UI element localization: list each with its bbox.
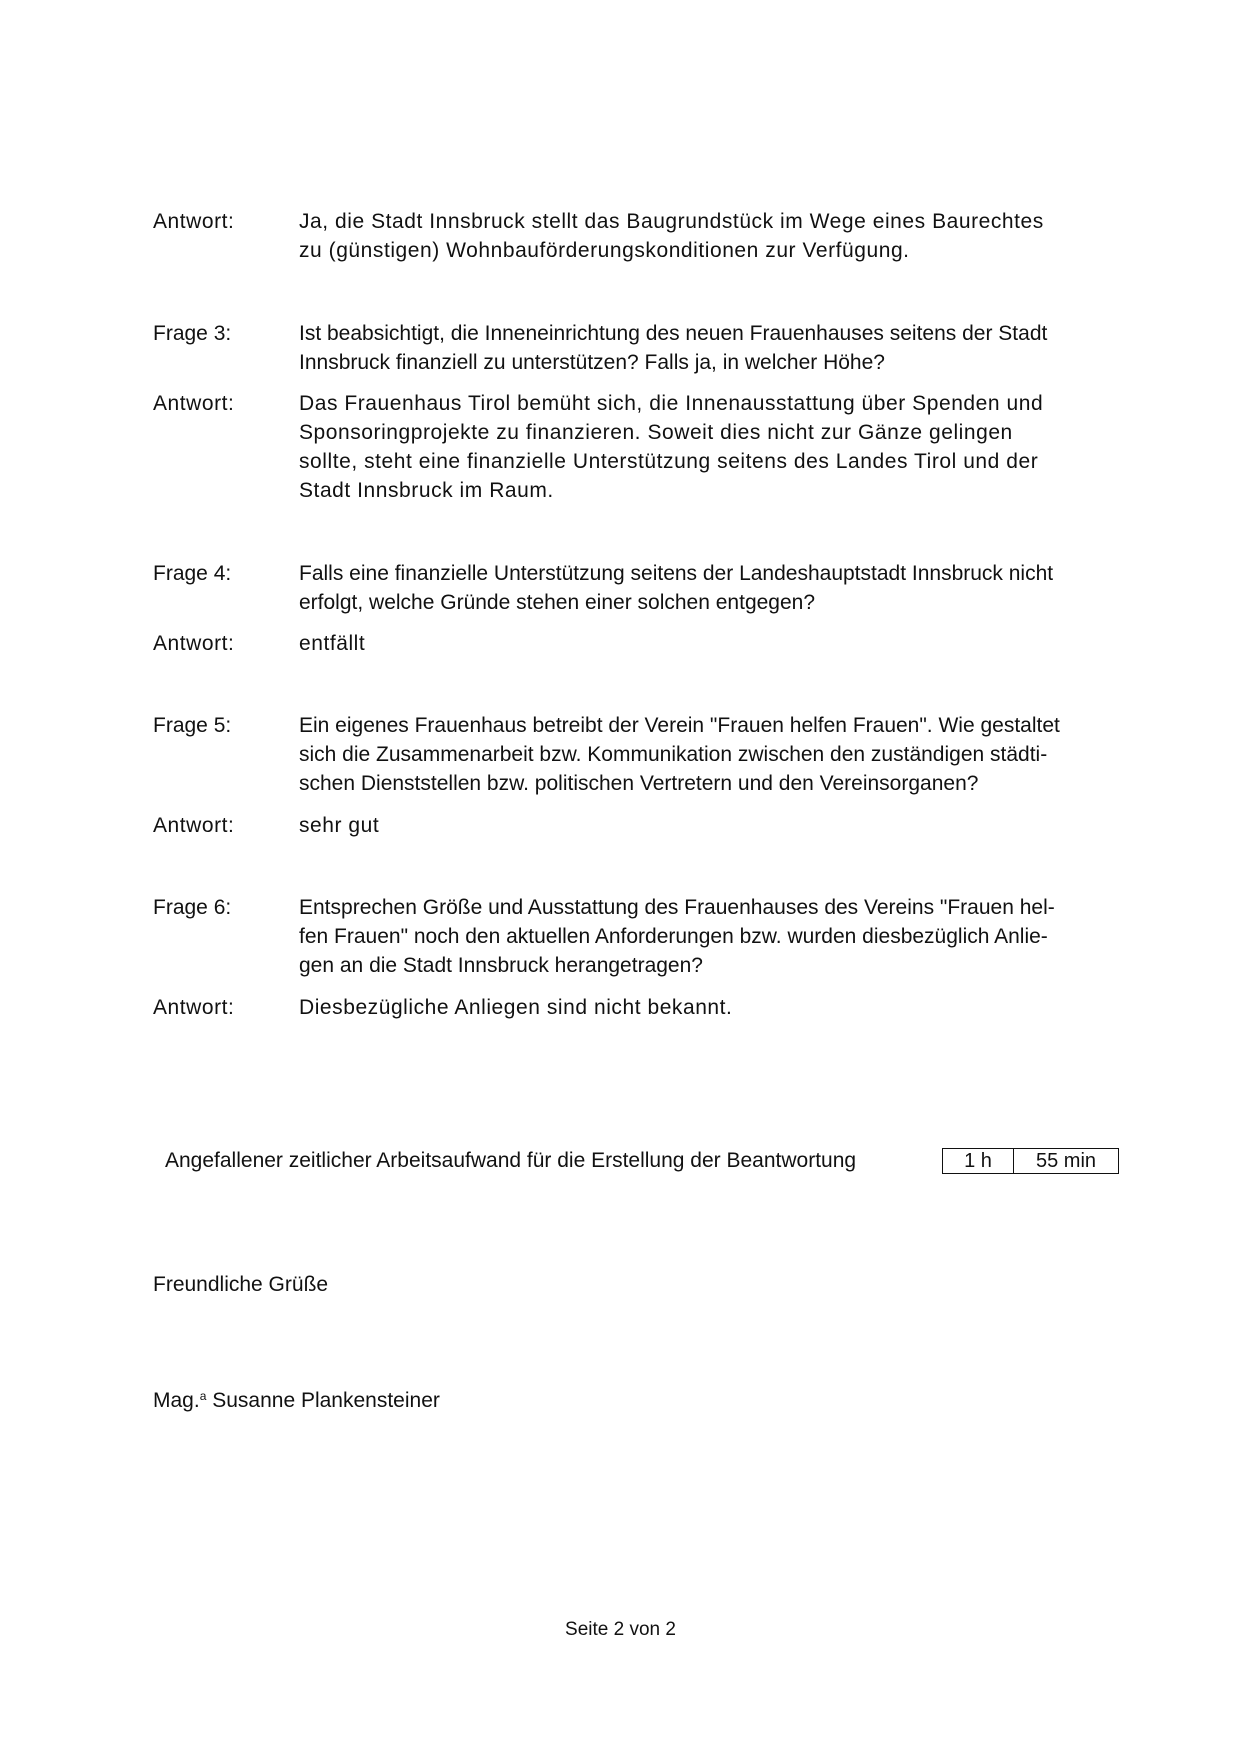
- signature-prefix: Mag.: [153, 1389, 200, 1412]
- effort-minutes: 55 min: [1035, 1150, 1097, 1172]
- text-line: schen Dienststellen bzw. politischen Vertretern und den Vereinsorganen?: [299, 772, 979, 795]
- answer-label: Antwort:: [153, 210, 235, 233]
- effort-hours: 1 h: [943, 1149, 1014, 1173]
- answer-text: [299, 389, 1159, 505]
- text-line: Ja, die Stadt Innsbruck stellt das Baugrundstück im Wege eines Baurechtes: [299, 210, 1044, 233]
- question-text: [299, 711, 1159, 798]
- question-label: Frage 6:: [153, 896, 232, 919]
- answer-text: [299, 811, 1159, 840]
- text-line: Entsprechen Größe und Ausstattung des Frauenhauses des Vereins "Frauen hel-: [299, 896, 1055, 919]
- question-text: [299, 319, 1159, 377]
- effort-row: [165, 1146, 1125, 1175]
- question-text: [299, 559, 1159, 617]
- answer-text: [299, 993, 1159, 1022]
- question-text: [299, 893, 1159, 980]
- text-line: Stadt Innsbruck im Raum.: [299, 479, 554, 502]
- text-line: entfällt: [299, 632, 366, 655]
- text-line: Das Frauenhaus Tirol bemüht sich, die Innenausstattung über Spenden und: [299, 392, 1044, 415]
- text-line: erfolgt, welche Gründe stehen einer solchen entgegen?: [299, 591, 816, 614]
- text-line: sich die Zusammenarbeit bzw. Kommunikation zwischen den zuständigen städti-: [299, 743, 1048, 766]
- effort-label: Angefallener zeitlicher Arbeitsaufwand für die Erstellung der Beantwortung: [165, 1149, 857, 1172]
- question-label: Frage 5:: [153, 714, 232, 737]
- signature-name: Susanne Plankensteiner: [212, 1389, 440, 1412]
- question-label: Frage 3:: [153, 322, 232, 345]
- text-line: Sponsoringprojekte zu finanzieren. Soweit dies nicht zur Gänze gelingen: [299, 421, 1013, 444]
- text-line: sollte, steht eine finanzielle Unterstützung seitens des Landes Tirol und der: [299, 450, 1039, 473]
- signature-superscript: a: [199, 1389, 207, 1403]
- text-line: gen an die Stadt Innsbruck herangetragen?: [299, 954, 703, 977]
- answer-label: Antwort:: [153, 814, 235, 837]
- answer-label: Antwort:: [153, 392, 235, 415]
- text-line: sehr gut: [299, 814, 380, 837]
- signature: [153, 1382, 440, 1415]
- page-footer: Seite 2 von 2: [565, 1619, 676, 1640]
- effort-box: [942, 1148, 1119, 1174]
- answer-text: [299, 629, 1159, 658]
- answer-text: [299, 207, 1159, 265]
- answer-label: Antwort:: [153, 632, 235, 655]
- text-line: Innsbruck finanziell zu unterstützen? Falls ja, in welcher Höhe?: [299, 351, 885, 374]
- greeting: Freundliche Grüße: [153, 1273, 329, 1296]
- text-line: Diesbezügliche Anliegen sind nicht bekannt.: [299, 996, 733, 1019]
- text-line: Ist beabsichtigt, die Inneneinrichtung des neuen Frauenhauses seitens der Stadt: [299, 322, 1048, 345]
- text-line: fen Frauen" noch den aktuellen Anforderungen bzw. wurden diesbezüglich Anlie-: [299, 925, 1048, 948]
- text-line: Ein eigenes Frauenhaus betreibt der Verein "Frauen helfen Frauen". Wie gestaltet: [299, 714, 1060, 737]
- answer-label: Antwort:: [153, 996, 235, 1019]
- question-label: Frage 4:: [153, 562, 232, 585]
- text-line: Falls eine finanzielle Unterstützung seitens der Landeshauptstadt Innsbruck nicht: [299, 562, 1054, 585]
- text-line: zu (günstigen) Wohnbauförderungskonditionen zur Verfügung.: [299, 239, 910, 262]
